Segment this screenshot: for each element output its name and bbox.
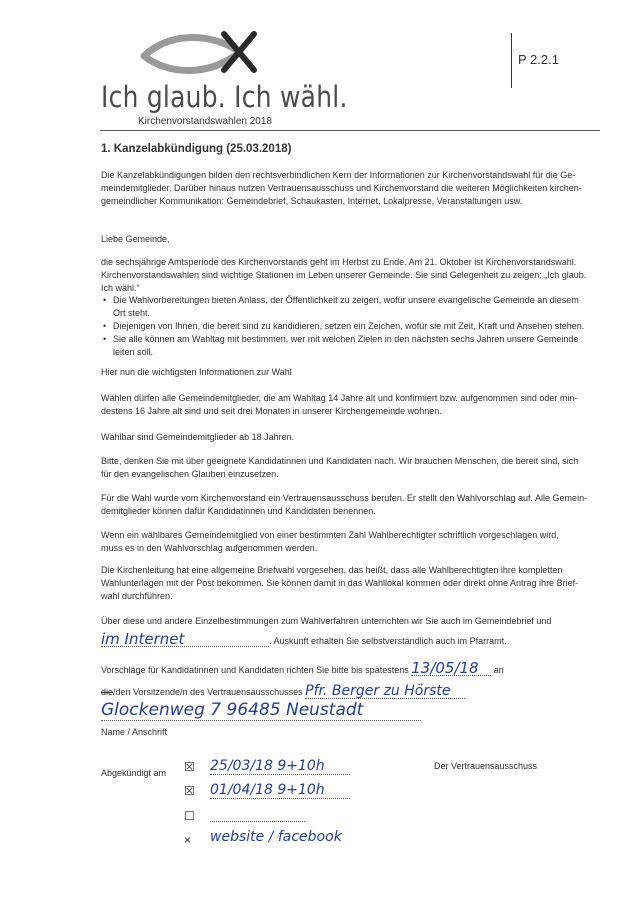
address-label: Name / Anschrift: [101, 727, 168, 737]
paragraph-voters: Wählen dürfen alle Gemeindemitglieder, die am Wahltag 14 Jahre alt und konfirmiert bzw. aufgenommen sind oder min- destens 16 Jahre alt sind und seit drei Monaten in unserer Kirchengemeinde wohnen.: [101, 393, 578, 416]
logo-subtitle: Kirchenvorstandswahlen 2018: [138, 116, 272, 127]
announcement-channel[interactable]: website / facebook: [210, 829, 342, 845]
announced-label: Abgekündigt am: [101, 768, 167, 778]
paragraph-proposal: Wenn ein wählbares Gemeindemitglied von einer bestimmten Zahl Wahlberechtigter schriftlich vorgeschlagen wird, muss es in den Wahlvorschlag aufgenommen werden.: [101, 530, 559, 553]
chair-name-field[interactable]: Pfr. Berger zu Hörste: [305, 684, 465, 699]
checkbox-checked[interactable]: ☒: [184, 784, 195, 798]
announcement-date[interactable]: 25/03/18 9+10h: [210, 758, 350, 775]
deadline-line: Vorschläge für Kandidatinnen und Kandidaten richten Sie bitte bis spätestens 13/05/18 an: [101, 659, 504, 677]
greeting: Liebe Gemeinde,: [101, 234, 170, 244]
channel-field[interactable]: im Internet: [101, 632, 269, 647]
cross-mark-icon: ×: [184, 833, 192, 847]
checkbox-empty[interactable]: ☐: [184, 809, 195, 823]
committee-label: Der Vertrauensausschuss: [434, 761, 538, 771]
logo-title: Ich glaub. Ich wähl.: [101, 80, 348, 114]
bullet-item: • Diejenigen von Ihnen, die bereit sind zu kandidieren, setzen ein Zeichen, wofür sie mit Zeit, Kraft und Ansehen stehen.: [103, 321, 585, 331]
announcement-list: [184, 758, 364, 855]
bullet-item: • Sie alle können am Wahltag mit bestimmen, wer mit welchen Zielen in den nächsten sechs Jahren unsere Gemeinde leiten soll.: [103, 334, 579, 357]
info-intro: Hier nun die wichtigsten Informationen zur Wahl: [101, 367, 292, 377]
channel-line: im Internet . Auskunft erhalten Sie selbstverständlich auch im Pfarramt.: [101, 630, 507, 648]
doc-code: P 2.2.1: [518, 52, 559, 67]
page-title: 1. Kanzelabkündigung (25.03.2018): [101, 143, 292, 155]
deadline-field[interactable]: 13/05/18: [411, 661, 491, 676]
intro-paragraph: Die Kanzelabkündigungen bilden den rechtsverbindlichen Kern der Informationen zur Kirchenvorstandswahl für die Ge- meindemitglieder. Darüber hinaus nutzen Vertrauensausschuss und Kirchenvorstand die weiteren Möglichkeiten kirchen- gemeindlicher Kommunikation: Gemeindebrief, Schaukasten, Internet, Lokalpresse, Veranstaltungen usw.: [101, 170, 582, 206]
paragraph-amtsperiode: die sechsjährige Amtsperiode des Kirchenvorstands geht im Herbst zu Ende. Am 21. Oktober ist Kirchenvorstandswahl. Kirchenvorstandswahlen sind wichtige Stationen im Leben unserer Gemeinde. Sie sind Gelegenheit zu zeigen: „Ich glaub. Ich wähl.“: [101, 257, 587, 293]
chair-line: die/den Vorsitzende/n des Vertrauensausschusses Pfr. Berger zu Hörste: [101, 684, 601, 699]
bullet-item: • Die Wahlvorbereitungen bieten Anlass, der Öffentlichkeit zu zeigen, wofür unsere evangelische Gemeinde an diesem Ort steht.: [103, 295, 579, 318]
announcement-entry: [184, 807, 364, 831]
announcement-date[interactable]: [210, 807, 305, 822]
announcement-entry: [184, 782, 364, 807]
paragraph-eligible: Wählbar sind Gemeindemitglieder ab 18 Jahren.: [101, 432, 295, 442]
paragraph-further-info: Über diese und andere Einzelbestimmungen zum Wahlverfahren unterrichten wir Sie auch im Gemeindebrief und: [101, 616, 552, 626]
paragraph-candidates: Bitte, denken Sie mit über geeignete Kandidatinnen und Kandidaten nach. Wir brauchen Menschen, die bereit sind, sich für den evangelischen Glauben einzusetzen.: [101, 456, 579, 479]
announcement-entry: [184, 831, 364, 855]
doc-code-divider: [511, 33, 512, 88]
announcement-entry: [184, 758, 364, 782]
fish-logo-icon: [140, 30, 260, 78]
paragraph-postal-vote: Die Kirchenleitung hat eine allgemeine Briefwahl vorgesehen, das heißt, dass alle Wahlberechtigten ihre kompletten Wahlunterlagen mit der Post bekommen. Sie können damit in das Wahllokal kommen oder direkt ohne Antrag ihre Brief- wahl durchführen.: [101, 565, 579, 601]
address-field[interactable]: Glockenweg 7 96485 Neustadt: [101, 701, 421, 721]
paragraph-committee: Für die Wahl wurde vom Kirchenvorstand ein Vertrauensausschuss berufen. Er stellt den Wahlvorschlag auf. Alle Gemein- demitglieder können dafür Kandidatinnen und Kandidaten benennen.: [101, 493, 588, 516]
announcement-date[interactable]: 01/04/18 9+10h: [210, 782, 350, 799]
checkbox-checked[interactable]: ☒: [184, 760, 195, 774]
header-divider: [100, 130, 600, 131]
